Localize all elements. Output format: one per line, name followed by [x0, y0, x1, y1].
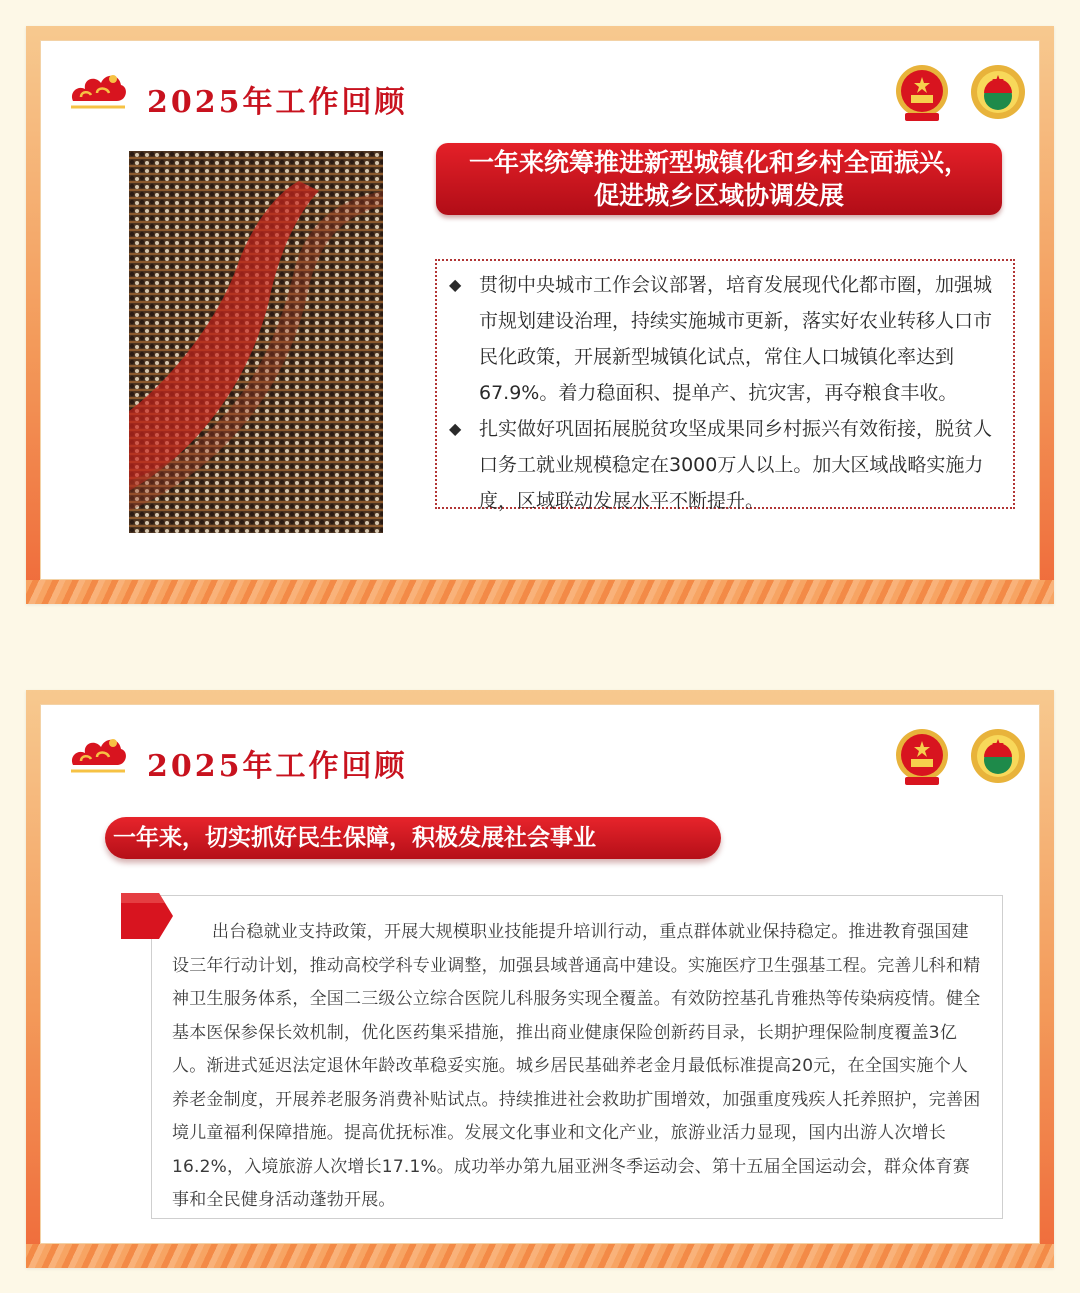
- national-emblem-icon: [893, 727, 951, 787]
- section-headline: [436, 143, 1002, 215]
- headline-line-2: 促进城乡区域协调发展: [593, 181, 844, 210]
- auspicious-cloud-emblem-icon: [67, 63, 129, 113]
- bullet-list: [435, 259, 1015, 512]
- list-item: [449, 411, 1013, 519]
- diamond-bullet-icon: ◆: [449, 275, 462, 294]
- slide-content-area: [40, 40, 1040, 580]
- diamond-bullet-icon: ◆: [449, 419, 462, 438]
- slide-title: 2025年工作回顾: [147, 85, 408, 120]
- cppcc-emblem-icon: [969, 727, 1027, 787]
- slide-title: 2025年工作回顾: [147, 749, 408, 784]
- assembly-hall-photo: [129, 151, 383, 533]
- section-headline: 一年来，切实抓好民生保障，积极发展社会事业: [105, 817, 721, 859]
- bullet-text: 贯彻中央城市工作会议部署，培育发展现代化都市圈，加强城市规划建设治理，持续实施城市更新，落实好农业转移人口市民化政策，开展新型城镇化试点，常住人口城镇化率达到67.9%。着力稳面积、提单产、抗灾害，再夺粮食丰收。: [479, 274, 993, 404]
- headline-line-1: 一年来统筹推进新型城镇化和乡村全面振兴，: [468, 148, 969, 177]
- slide-urbanization: [26, 26, 1054, 604]
- slide-content-area: [40, 704, 1040, 1244]
- list-item: [449, 267, 1013, 411]
- slide-decorative-band: [26, 1244, 1054, 1268]
- paragraph-text: 出台稳就业支持政策，开展大规模职业技能提升培训行动，重点群体就业保持稳定。推进教育强国建设三年行动计划，推动高校学科专业调整，加强县域普通高中建设。实施医疗卫生强基工程。完善儿科和精神卫生服务体系，全国二三级公立综合医院儿科服务实现全覆盖。有效防控基孔肯雅热等传染病疫情。健全基本医保参保长效机制，优化医药集采措施，推出商业健康保险创新药目录，长期护理保险制度覆盖3亿人。渐进式延迟法定退休年龄改革稳妥实施。城乡居民基础养老金月最低标准提高20元，在全国实施个人养老金制度，开展养老服务消费补贴试点。持续推进社会救助扩围增效，加强重度残疾人托养照护，完善困境儿童福利保障措施。提高优抚标准。发展文化事业和文化产业，旅游业活力显现，国内出游人次增长16.2%，入境旅游人次增长17.1%。成功举办第九届亚洲冬季运动会、第十五届全国运动会，群众体育赛事和全民健身活动蓬勃开展。: [172, 922, 981, 1210]
- red-arrow-tab-icon: [121, 893, 173, 939]
- national-emblem-icon: [893, 63, 951, 123]
- auspicious-cloud-emblem-icon: [67, 727, 129, 777]
- slide-decorative-band: [26, 580, 1054, 604]
- cppcc-emblem-icon: [969, 63, 1027, 123]
- slide-livelihood: [26, 690, 1054, 1268]
- paragraph-panel: [151, 895, 1003, 1219]
- bullet-text: 扎实做好巩固拓展脱贫攻坚成果同乡村振兴有效衔接，脱贫人口务工就业规模稳定在3000万人以上。加大区域战略实施力度，区域联动发展水平不断提升。: [479, 418, 993, 512]
